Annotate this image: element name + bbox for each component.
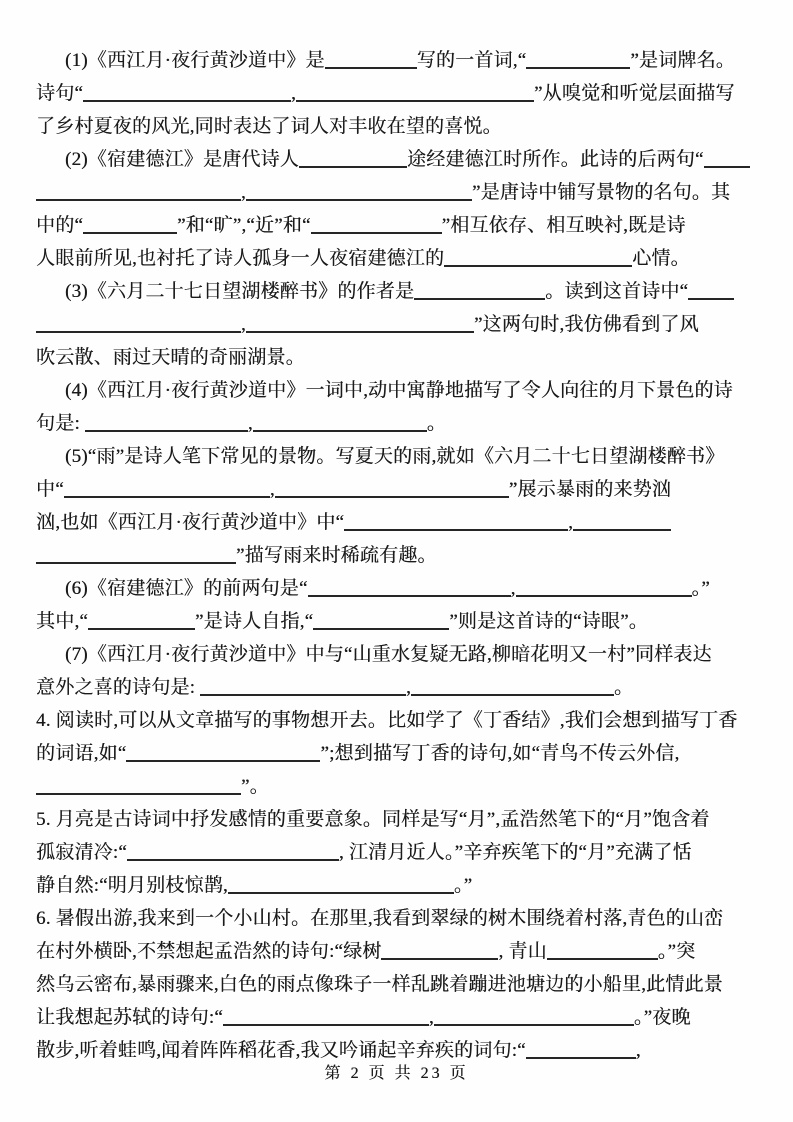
- text-run: 散步,听着蛙鸣,闻着阵阵稻花香,我又吟诵起辛弃疾的词句:“: [36, 1040, 526, 1061]
- text-run: 。”: [691, 578, 710, 599]
- text-run: 静自然:“明月别枝惊鹊,: [36, 875, 228, 896]
- text-run: 然乌云密布,暴雨骤来,白色的雨点像珠子一样乱跳着蹦进池塘边的小船里,此情此景: [36, 974, 723, 995]
- text-run: ,: [428, 1007, 434, 1028]
- text-run: 意外之喜的诗句是:: [36, 677, 201, 698]
- answer-blank: [88, 613, 195, 630]
- text-line: [36, 110, 767, 143]
- text-run: ”则是这首诗的“诗眼”。: [449, 611, 648, 632]
- answer-blank: [414, 283, 545, 300]
- text-line: [36, 605, 767, 638]
- text-line: [36, 638, 767, 671]
- text-run: 其中,“: [36, 611, 88, 632]
- answer-blank: [246, 316, 474, 333]
- text-run: ”展示暴雨的来势汹: [508, 479, 672, 500]
- text-run: 。”: [453, 875, 473, 896]
- text-run: (2)《宿建德江》是唐代诗人: [65, 149, 299, 170]
- text-line: [36, 473, 767, 506]
- text-run: 心情。: [632, 248, 690, 269]
- text-run: (3)《六月二十七日望湖楼醉书》的作者是: [65, 281, 415, 302]
- text-run: 。”突: [657, 941, 696, 962]
- text-line: [36, 902, 767, 935]
- answer-blank: [253, 415, 427, 432]
- answer-blank: [200, 679, 406, 696]
- answer-blank: [688, 283, 734, 300]
- answer-blank: [325, 52, 417, 69]
- answer-blank: [228, 877, 454, 894]
- answer-blank: [573, 514, 671, 531]
- text-run: 4. 阅读时,可以从文章描写的事物想开去。比如学了《丁香结》,我们会想到描写丁香: [36, 710, 738, 731]
- answer-blank: [296, 85, 534, 102]
- text-run: ,: [635, 1040, 641, 1061]
- answer-blank: [223, 1009, 429, 1026]
- answer-blank: [126, 745, 320, 762]
- text-run: ,: [510, 578, 516, 599]
- text-run: ”从嗅觉和听觉层面描写: [534, 83, 735, 104]
- text-run: 写的一首词,“: [416, 50, 527, 71]
- answer-blank: [308, 580, 511, 597]
- text-run: ”这两句时,我仿佛看到了风: [473, 314, 699, 335]
- text-run: 中“: [36, 479, 64, 500]
- answer-blank: [36, 316, 241, 333]
- text-line: [36, 869, 767, 902]
- text-line: [36, 770, 767, 803]
- answer-blank: [444, 250, 632, 267]
- answer-blank: [36, 547, 236, 564]
- text-run: , 江清月近人。”辛弃疾笔下的“月”充满了恬: [338, 842, 692, 863]
- text-line: [36, 704, 767, 737]
- answer-blank: [36, 184, 241, 201]
- page-footer: 第 2 页 共 23 页: [324, 1065, 469, 1082]
- text-run: 让我想起苏轼的诗句:“: [36, 1007, 223, 1028]
- text-run: 了乡村夏夜的风光,同时表达了词人对丰收在望的喜悦。: [36, 116, 502, 137]
- text-run: ,: [406, 677, 411, 698]
- answer-blank: [526, 1042, 636, 1059]
- answer-blank: [299, 151, 407, 168]
- text-line: [36, 572, 767, 605]
- answer-blank: [275, 481, 509, 498]
- text-run: (1)《西江月·夜行黄沙道中》是: [65, 50, 325, 71]
- text-line: [36, 242, 767, 275]
- answer-blank: [526, 52, 630, 69]
- text-line: [36, 506, 767, 539]
- text-run: (4)《西江月·夜行黄沙道中》一词中,动中寓静地描写了令人向往的月下景色的诗: [65, 380, 733, 401]
- text-run: ,: [269, 479, 275, 500]
- text-run: ,: [291, 83, 296, 104]
- text-run: ”。: [241, 776, 269, 797]
- text-line: [36, 440, 767, 473]
- answer-blank: [381, 943, 498, 960]
- text-line: [36, 935, 767, 968]
- text-run: ”和“旷”,“近”和“: [177, 215, 311, 236]
- text-run: (6)《宿建德江》的前两句是“: [65, 578, 308, 599]
- answer-blank: [36, 778, 241, 795]
- answer-blank: [516, 580, 692, 597]
- answer-blank: [547, 943, 658, 960]
- text-run: 。: [426, 413, 446, 434]
- text-line: [36, 539, 767, 572]
- text-run: 6. 暑假出游,我来到一个小山村。在那里,我看到翠绿的树木围绕着村落,青色的山峦: [36, 908, 724, 929]
- text-line: [36, 275, 767, 308]
- text-run: 5. 月亮是古诗词中抒发感情的重要意象。同样是写“月”,孟浩然笔下的“月”饱含着: [36, 809, 710, 830]
- text-run: ”描写雨来时稀疏有趣。: [236, 545, 437, 566]
- text-line: [36, 836, 767, 869]
- answer-blank: [246, 184, 472, 201]
- text-run: 在村外横卧,不禁想起孟浩然的诗句:“绿树: [36, 941, 382, 962]
- text-run: ”是唐诗中铺写景物的名句。其: [471, 182, 731, 203]
- answer-blank: [311, 217, 442, 234]
- text-line: [36, 374, 767, 407]
- text-run: 的词语,如“: [36, 743, 127, 764]
- text-run: ,: [241, 314, 246, 335]
- document-lines: [36, 44, 767, 1067]
- text-line: [36, 1001, 767, 1034]
- text-run: ”是词牌名。: [630, 50, 735, 71]
- answer-blank: [411, 679, 614, 696]
- text-run: ”相互依存、相互映衬,既是诗: [441, 215, 686, 236]
- text-run: 人眼前所见,也衬托了诗人孤身一人夜宿建德江的: [36, 248, 445, 269]
- text-run: ,: [247, 413, 253, 434]
- text-run: ,: [568, 512, 574, 533]
- text-run: 。”夜晚: [633, 1007, 691, 1028]
- answer-blank: [83, 217, 177, 234]
- answer-blank: [313, 613, 449, 630]
- text-run: ”是诗人自指,“: [194, 611, 314, 632]
- text-line: [36, 308, 767, 341]
- text-run: ,: [241, 182, 246, 203]
- text-run: 汹,也如《西江月·夜行黄沙道中》中“: [36, 512, 345, 533]
- text-line: [36, 968, 767, 1001]
- text-run: 吹云散、雨过天晴的奇丽湖景。: [36, 347, 305, 368]
- text-line: [36, 209, 767, 242]
- answer-blank: [64, 481, 270, 498]
- text-line: [36, 803, 767, 836]
- text-run: 中的“: [36, 215, 84, 236]
- answer-blank: [127, 844, 339, 861]
- text-run: 孤寂清冷:“: [36, 842, 127, 863]
- text-run: ”;想到描写丁香的诗句,如“青鸟不传云外信,: [320, 743, 680, 764]
- text-line: [36, 407, 767, 440]
- text-line: [36, 176, 767, 209]
- text-run: 句是:: [36, 413, 85, 434]
- answer-blank: [85, 415, 248, 432]
- text-line: [36, 44, 767, 77]
- text-line: [36, 341, 767, 374]
- answer-blank: [83, 85, 291, 102]
- text-run: 途经建德江时所作。此诗的后两句“: [406, 149, 704, 170]
- text-line: [36, 143, 767, 176]
- text-line: [36, 737, 767, 770]
- answer-blank: [434, 1009, 634, 1026]
- text-run: , 青山: [498, 941, 547, 962]
- text-line: [36, 671, 767, 704]
- answer-blank: [704, 151, 750, 168]
- text-run: (5)“雨”是诗人笔下常见的景物。写夏天的雨,就如《六月二十七日望湖楼醉书》: [65, 446, 725, 467]
- text-run: 。: [613, 677, 634, 698]
- text-run: (7)《西江月·夜行黄沙道中》中与“山重水复疑无路,柳暗花明又一村”同样表达: [65, 644, 712, 665]
- text-run: 诗句“: [36, 83, 84, 104]
- text-line: [36, 77, 767, 110]
- answer-blank: [344, 514, 568, 531]
- text-run: 。读到这首诗中“: [545, 281, 689, 302]
